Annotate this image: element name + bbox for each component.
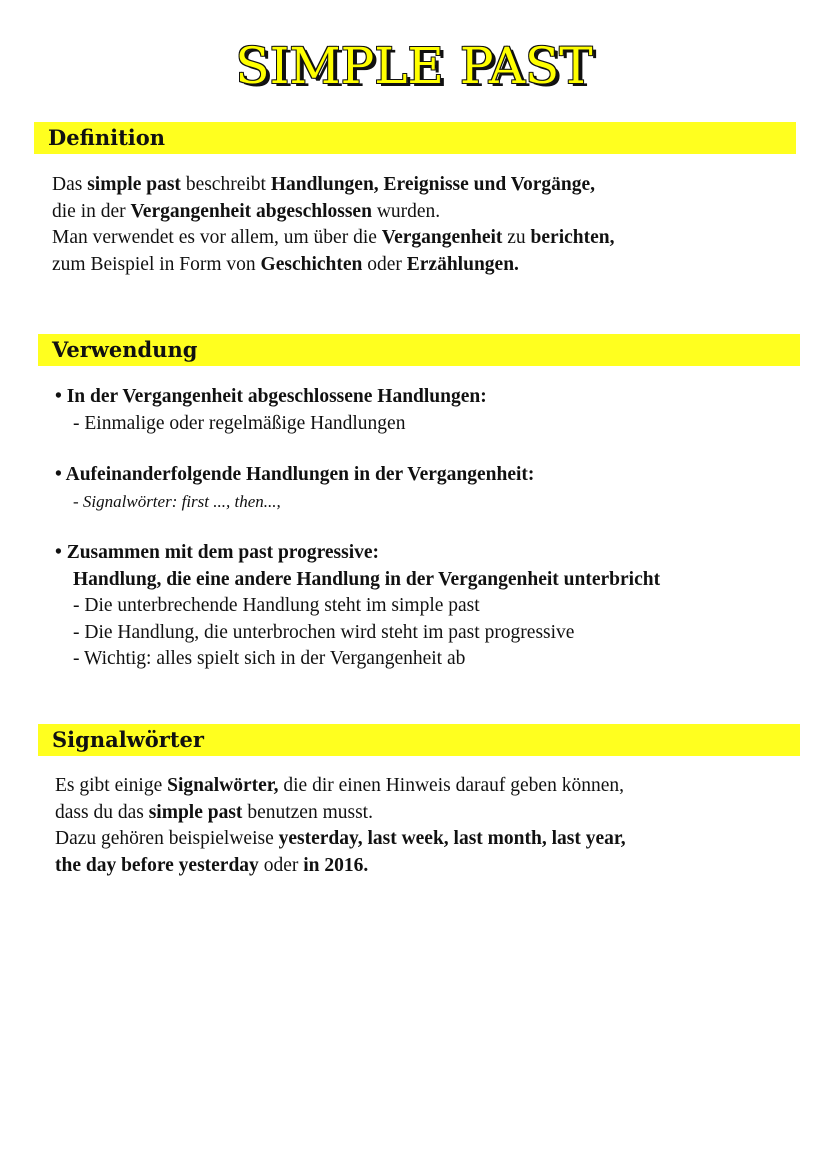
text-line (55, 853, 795, 880)
bold-text-run: yesterday, last week, last month, last year, (278, 828, 626, 849)
bold-text-run: the day before yesterday (55, 854, 259, 876)
text-run: zu (502, 227, 531, 248)
bullet-subitem: - Die unterbrechende Handlung steht im simple past (73, 595, 480, 616)
text-run: beschreibt (180, 174, 271, 195)
definition-heading: Definition (48, 125, 166, 150)
text-run: zum Beispiel in Form von (52, 253, 261, 275)
bold-text-run: simple past (87, 174, 181, 195)
bold-text-run: Signalwörter, (167, 775, 279, 796)
text-run: oder (258, 854, 304, 876)
text-line (55, 800, 795, 827)
text-run: oder (362, 253, 407, 275)
text-run: Dazu gehören beispielweise (55, 828, 279, 849)
bold-text-run: Handlungen, Ereignisse und Vorgänge, (270, 174, 596, 195)
text-run: benutzen musst. (242, 801, 373, 823)
definition-text (52, 172, 792, 278)
text-run: Man verwendet es vor allem, um über die (52, 227, 382, 248)
bold-text-run: Vergangenheit (381, 227, 503, 248)
bold-text-run: Erzählungen. (406, 253, 519, 275)
bullet-heading: • Aufeinanderfolgende Handlungen in der Vergangenheit: (55, 464, 535, 485)
text-line (55, 773, 795, 800)
bullet-heading-continuation: Handlung, die eine andere Handlung in der Vergangenheit unterbricht (73, 568, 661, 590)
bullet-subitem: - Die Handlung, die unterbrochen wird steht im past progressive (73, 621, 575, 643)
text-run: Das (52, 174, 88, 195)
bold-text-run: Vergangenheit abgeschlossen (130, 200, 372, 222)
signalwoerter-text (55, 773, 795, 879)
text-run: die in der (52, 200, 131, 222)
bold-text-run: berichten, (530, 227, 615, 248)
bullet-heading: • In der Vergangenheit abgeschlossene Handlungen: (55, 386, 487, 407)
bold-text-run: Geschichten (260, 253, 363, 275)
verwendung-bullet-2 (55, 462, 800, 515)
text-run: dass du das (55, 801, 149, 823)
text-run: die dir einen Hinweis darauf geben können, (278, 775, 624, 796)
signalwoerter-heading: Signalwörter (52, 727, 204, 752)
definition-heading-bar (34, 122, 796, 154)
bullet-heading: • Zusammen mit dem past progressive: (55, 542, 380, 563)
page-title: SIMPLE PAST (235, 37, 593, 95)
text-line (55, 826, 795, 853)
bullet-subitem: - Einmalige oder regelmäßige Handlungen (73, 412, 406, 434)
text-line (52, 225, 792, 252)
verwendung-heading: Verwendung (52, 337, 198, 362)
bold-text-run: in 2016. (303, 854, 369, 876)
text-run: wurden. (371, 200, 441, 222)
signalwoerter-heading-bar (38, 724, 800, 756)
text-line (52, 199, 792, 226)
verwendung-heading-bar (38, 334, 800, 366)
bold-text-run: simple past (148, 801, 243, 823)
bullet-subitem-signalwoerter: - Signalwörter: first ..., then..., (73, 491, 281, 511)
verwendung-bullet-3 (55, 540, 815, 673)
bullet-subitem: - Wichtig: alles spielt sich in der Vergangenheit ab (73, 648, 466, 669)
text-line (52, 172, 792, 199)
text-run: Es gibt einige (55, 775, 168, 796)
text-line (52, 252, 792, 279)
verwendung-bullet-1 (55, 384, 800, 437)
